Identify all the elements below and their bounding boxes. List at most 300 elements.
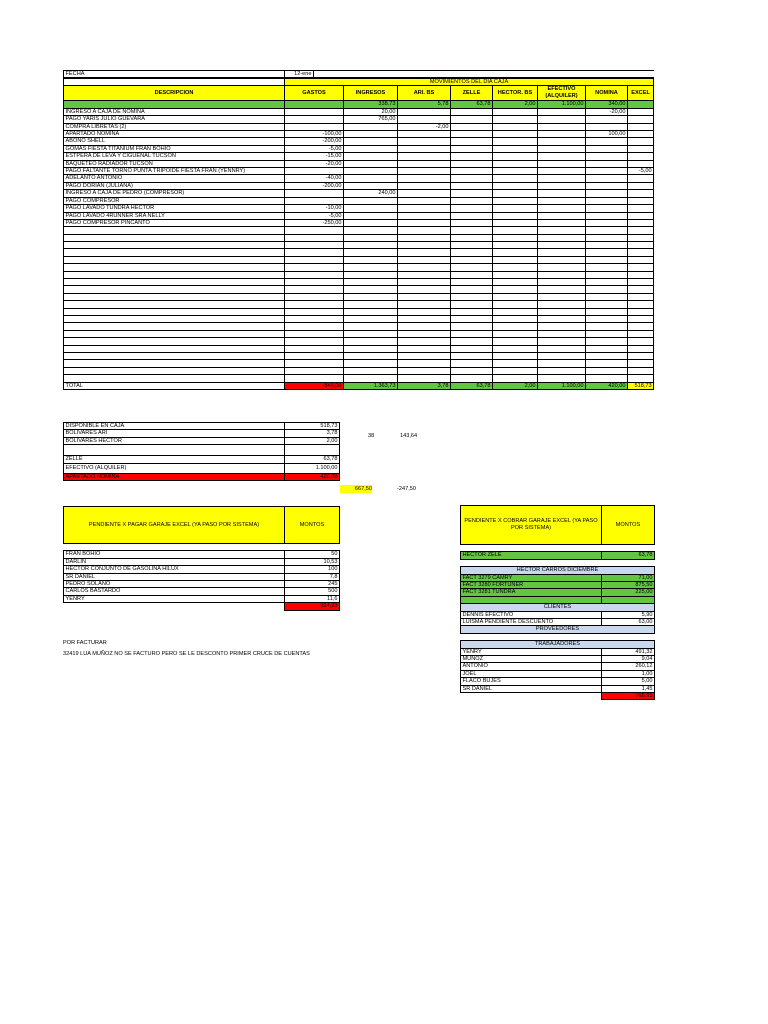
empty-cell [64, 323, 285, 330]
empty-cell [64, 360, 285, 367]
empty-cell [398, 330, 451, 337]
empty-row [64, 367, 654, 374]
empty-cell [398, 308, 451, 315]
empty-cell [586, 234, 628, 241]
disponible-value: 1.100,00 [285, 463, 340, 473]
empty-cell [538, 249, 586, 256]
empty-cell [538, 227, 586, 234]
empty-cell [285, 227, 344, 234]
pagar-value: 500 [285, 588, 340, 595]
empty-cell [451, 330, 493, 337]
table-cell [538, 138, 586, 145]
empty-cell [628, 308, 654, 315]
table-cell [398, 108, 451, 115]
empty-cell [285, 360, 344, 367]
pagar-row [64, 566, 340, 573]
table-cell [344, 175, 398, 182]
cobrar-montos-header: MONTOS [602, 506, 655, 545]
empty-cell [64, 242, 285, 249]
empty-cell [398, 360, 451, 367]
empty-cell [628, 323, 654, 330]
table-cell [493, 205, 538, 212]
empty-cell [538, 293, 586, 300]
pagar-label: PEDRO SOLANO [64, 581, 285, 588]
empty-cell [586, 345, 628, 352]
spacer [461, 693, 602, 700]
table-cell [451, 153, 493, 160]
section-trabajadores: TRABAJADORES [461, 641, 655, 648]
disponible-value: 3,78 [285, 430, 340, 437]
spacer [461, 633, 602, 640]
table-cell: -5,00 [628, 168, 654, 175]
table-cell [538, 116, 586, 123]
table-cell [451, 175, 493, 182]
spacer [461, 596, 602, 603]
table-cell: -2,00 [398, 123, 451, 130]
pagar-label: SR DANIEL [64, 573, 285, 580]
pagar-value: 7,8 [285, 573, 340, 580]
table-cell [538, 175, 586, 182]
empty-cell [586, 271, 628, 278]
empty-row [64, 271, 654, 278]
side-value-a: 38 [368, 433, 375, 439]
empty-cell [538, 338, 586, 345]
empty-cell [451, 338, 493, 345]
pagar-label: DARLIN [64, 558, 285, 565]
table-cell [538, 131, 586, 138]
table-cell [493, 108, 538, 115]
empty-cell [64, 301, 285, 308]
table-cell [586, 160, 628, 167]
empty-cell [285, 256, 344, 263]
empty-row [64, 301, 654, 308]
cobrar-row [461, 670, 655, 677]
table-cell [628, 175, 654, 182]
table-cell [285, 123, 344, 130]
table-cell [628, 182, 654, 189]
empty-cell [493, 234, 538, 241]
table-cell [451, 145, 493, 152]
table-cell: -20,00 [285, 160, 344, 167]
empty-cell [586, 301, 628, 308]
table-cell [344, 145, 398, 152]
empty-cell [586, 227, 628, 234]
empty-cell [586, 264, 628, 271]
empty-cell [628, 352, 654, 359]
empty-cell [493, 249, 538, 256]
table-cell [451, 190, 493, 197]
empty-cell [285, 367, 344, 374]
pagar-montos-header: MONTOS [285, 507, 340, 544]
cobrar-label: LUISMA PENDIENTE DESCUENTO [461, 619, 602, 626]
pagar-label: HECTOR CONJUNTO DE GASOLINA HILUX [64, 566, 285, 573]
empty-cell [628, 316, 654, 323]
cobrar-value: 225,00 [602, 589, 655, 596]
empty-cell [344, 338, 398, 345]
empty-cell [398, 242, 451, 249]
table-cell: ADELANTO ANTONIO [64, 175, 285, 182]
empty-cell [344, 279, 398, 286]
table-cell: PAGO FALTANTE TORNO PUNTA TRIPOIDE FIESTA FRAN (YENNRY) [64, 168, 285, 175]
table-cell [586, 175, 628, 182]
cobrar-label: YENRY [461, 648, 602, 655]
empty-cell [586, 323, 628, 330]
empty-cell [493, 279, 538, 286]
empty-cell [64, 367, 285, 374]
table-cell [493, 131, 538, 138]
empty-cell [64, 338, 285, 345]
table-cell: PAGO COMPRESOR PINCANTO [64, 219, 285, 226]
pagar-row [64, 581, 340, 588]
empty-cell [285, 352, 344, 359]
cobrar-label: SR DANIEL [461, 685, 602, 692]
opening-cell: 340,00 [586, 101, 628, 108]
empty-cell [493, 264, 538, 271]
pagar-value: 245 [285, 581, 340, 588]
column-header: NOMINA [586, 86, 628, 101]
cobrar-value: 875,50 [602, 582, 655, 589]
empty-cell [451, 293, 493, 300]
empty-cell [493, 345, 538, 352]
column-header: GASTOS [285, 86, 344, 101]
empty-cell [451, 323, 493, 330]
empty-row [64, 256, 654, 263]
empty-cell [493, 271, 538, 278]
section-hector: HECTOR CARROS DICIEMBRE [461, 567, 655, 574]
table-row [64, 197, 654, 204]
empty-cell [538, 330, 586, 337]
empty-cell [628, 301, 654, 308]
total-cell: 420,00 [586, 382, 628, 389]
pagar-label: YENRY [64, 595, 285, 602]
empty-cell [344, 286, 398, 293]
cobrar-label: FACT 3280 FORTUNER [461, 582, 602, 589]
table-cell: APARTADO NOMINA [64, 131, 285, 138]
opening-cell: 338,73 [344, 101, 398, 108]
spacer [602, 559, 655, 566]
empty-cell [493, 330, 538, 337]
empty-cell [285, 301, 344, 308]
empty-cell [344, 367, 398, 374]
table-cell [493, 138, 538, 145]
table-row [64, 145, 654, 152]
total-cell: 63,78 [451, 382, 493, 389]
empty-row [64, 360, 654, 367]
empty-cell [398, 352, 451, 359]
cobrar-label: FACT 3279 CAMRY [461, 574, 602, 581]
empty-cell [285, 330, 344, 337]
table-cell [398, 182, 451, 189]
table-cell [493, 123, 538, 130]
table-cell [586, 123, 628, 130]
pagar-value: 11,6 [285, 595, 340, 602]
cobrar-row [461, 678, 655, 685]
empty-cell [451, 271, 493, 278]
table-cell [451, 168, 493, 175]
empty-cell [398, 293, 451, 300]
table-cell [493, 175, 538, 182]
empty-cell [344, 301, 398, 308]
column-header: HECTOR. BS [493, 86, 538, 101]
pagar-value: 10,53 [285, 558, 340, 565]
total-cell: TOTAL [64, 382, 285, 389]
empty-cell [64, 330, 285, 337]
empty-cell [493, 352, 538, 359]
disponible-value: 63,78 [285, 456, 340, 463]
pagar-table [63, 506, 340, 611]
empty-cell [628, 360, 654, 367]
empty-cell [398, 279, 451, 286]
empty-cell [628, 227, 654, 234]
table-cell [538, 190, 586, 197]
empty-cell [538, 345, 586, 352]
empty-cell [344, 242, 398, 249]
table-cell: -10,00 [285, 205, 344, 212]
empty-cell [64, 279, 285, 286]
empty-cell [344, 323, 398, 330]
empty-row [64, 375, 654, 382]
table-cell [398, 160, 451, 167]
empty-cell [285, 242, 344, 249]
empty-cell [64, 293, 285, 300]
empty-cell [538, 323, 586, 330]
empty-cell [586, 316, 628, 323]
table-cell [628, 108, 654, 115]
empty-cell [493, 375, 538, 382]
empty-cell [344, 375, 398, 382]
cobrar-label: MUÑOZ [461, 656, 602, 663]
empty-cell [628, 271, 654, 278]
empty-cell [398, 323, 451, 330]
table-cell [451, 197, 493, 204]
fecha-label: FECHA [64, 71, 285, 78]
table-cell [538, 182, 586, 189]
table-cell [344, 123, 398, 130]
empty-cell [451, 227, 493, 234]
empty-cell [64, 375, 285, 382]
empty-cell [586, 279, 628, 286]
empty-cell [398, 375, 451, 382]
empty-cell [344, 256, 398, 263]
table-cell [398, 153, 451, 160]
cobrar-value: 5,00 [602, 678, 655, 685]
empty-cell [538, 367, 586, 374]
empty-cell [64, 308, 285, 315]
table-cell [586, 205, 628, 212]
table-cell: 20,00 [344, 108, 398, 115]
total-cell: 518,73 [628, 382, 654, 389]
empty-cell [285, 345, 344, 352]
empty-cell [586, 242, 628, 249]
empty-cell [285, 271, 344, 278]
table-row [64, 168, 654, 175]
empty-cell [398, 271, 451, 278]
total-cell: 3,78 [398, 382, 451, 389]
table-cell [538, 160, 586, 167]
nota: 32419 LUA MUÑOZ NO SE FACTURO PERO SE LE DESCONTO PRIMER CRUCE DE CUENTAS [63, 651, 310, 657]
table-cell [398, 138, 451, 145]
empty-cell [451, 234, 493, 241]
table-cell [398, 145, 451, 152]
table-cell [628, 190, 654, 197]
pagar-row [64, 588, 340, 595]
empty-row [64, 316, 654, 323]
empty-cell [451, 345, 493, 352]
empty-cell [398, 345, 451, 352]
disponible-value: 2,00 [285, 437, 340, 444]
table-cell: PAGO COMPRESOR [64, 197, 285, 204]
empty-cell [493, 323, 538, 330]
cobrar-label: FLACO BUJES [461, 678, 602, 685]
table-row [64, 116, 654, 123]
total-row [64, 382, 654, 389]
table-cell [628, 145, 654, 152]
table-cell [398, 212, 451, 219]
empty-cell [493, 242, 538, 249]
table-cell [628, 153, 654, 160]
empty-cell [586, 308, 628, 315]
movimientos-title: MOVIMIENTOS DEL DIA CAJA [285, 79, 654, 86]
table-row [64, 108, 654, 115]
empty-cell [538, 352, 586, 359]
cobrar-value: 1,45 [602, 685, 655, 692]
empty-cell [628, 256, 654, 263]
spacer [64, 544, 285, 551]
table-cell [538, 168, 586, 175]
cobrar-row [461, 574, 655, 581]
table-cell [538, 197, 586, 204]
cobrar-total: 766,93 [602, 693, 655, 700]
empty-cell [538, 271, 586, 278]
table-cell: -100,00 [285, 131, 344, 138]
empty-cell [493, 316, 538, 323]
fecha-value: 12-ene [285, 71, 654, 78]
table-cell [451, 108, 493, 115]
side-value-b: 143,64 [400, 433, 418, 439]
empty-cell [64, 264, 285, 271]
table-cell [586, 153, 628, 160]
table-cell [586, 182, 628, 189]
pagar-label: FRAN BOHIO [64, 551, 285, 558]
empty-cell [451, 286, 493, 293]
empty-cell [64, 249, 285, 256]
table-cell [451, 205, 493, 212]
table-cell [628, 197, 654, 204]
empty-cell [285, 308, 344, 315]
empty-cell [538, 256, 586, 263]
empty-row [64, 293, 654, 300]
opening-cell [64, 101, 285, 108]
table-cell [285, 197, 344, 204]
table-cell [493, 197, 538, 204]
empty-cell [628, 264, 654, 271]
empty-cell [64, 316, 285, 323]
cobrar-value: 260,12 [602, 663, 655, 670]
cobrar-row [461, 611, 655, 618]
table-row [64, 131, 654, 138]
empty-cell [285, 234, 344, 241]
empty-cell [586, 367, 628, 374]
opening-cell: 5,78 [398, 101, 451, 108]
opening-cell: 2,00 [493, 101, 538, 108]
cobrar-value: 9,04 [602, 656, 655, 663]
empty-cell [451, 249, 493, 256]
table-cell: -20,00 [586, 108, 628, 115]
table-cell [398, 190, 451, 197]
disponible-label: EFECTIVO (ALQUILER) [64, 463, 285, 473]
disponible-row [64, 445, 340, 456]
table-cell [344, 219, 398, 226]
table-cell [628, 212, 654, 219]
empty-cell [451, 352, 493, 359]
empty-cell [586, 293, 628, 300]
table-cell [398, 197, 451, 204]
empty-cell [628, 338, 654, 345]
table-cell [451, 131, 493, 138]
empty-cell [493, 227, 538, 234]
spacer [461, 545, 602, 552]
pagar-total: 924,93 [285, 603, 340, 610]
empty-cell [451, 316, 493, 323]
empty-cell [628, 330, 654, 337]
table-cell [398, 175, 451, 182]
cobrar-value: 1,00 [602, 670, 655, 677]
table-cell: ABONO SHELL [64, 138, 285, 145]
table-cell [398, 219, 451, 226]
empty-row [64, 352, 654, 359]
empty-row [64, 308, 654, 315]
empty-cell [586, 360, 628, 367]
table-cell [451, 116, 493, 123]
cobrar-label: DENNIS EFECTIVO [461, 611, 602, 618]
table-cell [344, 197, 398, 204]
empty-cell [493, 293, 538, 300]
opening-cell [628, 101, 654, 108]
movimientos-table [63, 78, 654, 390]
empty-cell [451, 256, 493, 263]
empty-cell [628, 279, 654, 286]
table-row [64, 182, 654, 189]
empty-cell [451, 308, 493, 315]
table-cell [344, 205, 398, 212]
empty-row [64, 345, 654, 352]
table-cell [586, 145, 628, 152]
table-cell: INGRESO A CAJA DE NOMINA [64, 108, 285, 115]
empty-cell [493, 338, 538, 345]
table-cell [344, 138, 398, 145]
table-cell: PAGO LAVADO TUNDRA HECTOR [64, 205, 285, 212]
empty-cell [64, 256, 285, 263]
disponible-value: 420,00 [285, 473, 340, 480]
total-cell: -845,00 [285, 382, 344, 389]
empty-cell [285, 264, 344, 271]
total-cell: 2,00 [493, 382, 538, 389]
spacer [602, 633, 655, 640]
empty-cell [398, 367, 451, 374]
total-cell: 1.363,73 [344, 382, 398, 389]
table-cell [538, 212, 586, 219]
spacer [602, 596, 655, 603]
empty-cell [344, 316, 398, 323]
empty-cell [451, 375, 493, 382]
empty-cell [586, 375, 628, 382]
table-cell [285, 108, 344, 115]
empty-cell [285, 323, 344, 330]
disponible-label: ZELLE [64, 456, 285, 463]
table-cell [451, 182, 493, 189]
empty-cell [586, 352, 628, 359]
spacer [285, 544, 340, 551]
